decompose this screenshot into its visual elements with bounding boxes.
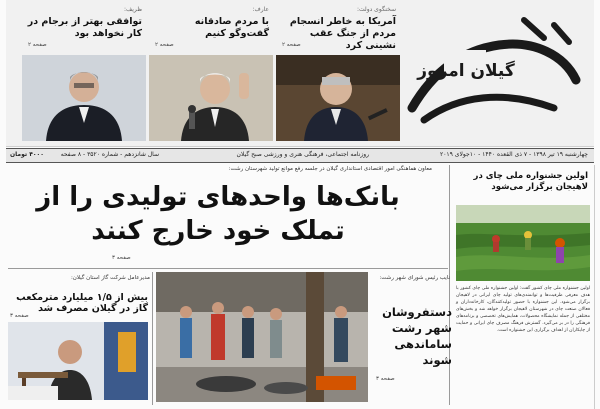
gas-story-kicker: مدیرعامل شرکت گاز استان گیلان: [70, 275, 150, 281]
teaser-zarif[interactable] [22, 6, 146, 141]
tea-farm-photo [456, 205, 590, 281]
tea-festival-story[interactable] [452, 165, 595, 409]
gas-story-headline[interactable]: بیش از ۱/۵ میلیارد مترمکعب گاز در گیلان مصرف شد [16, 292, 148, 314]
teaser-kicker: ظریف: [124, 6, 142, 13]
teaser-page-note: صفحه ۲ [28, 42, 47, 48]
gas-story-page-note: صفحه ۳ [10, 313, 29, 319]
teaser-kicker: سخنگوی دولت: [356, 6, 396, 13]
vendors-story-headline[interactable]: دستفروشان شهر رشت ساماندهی شوند [382, 305, 452, 367]
divider [449, 165, 450, 405]
teaser-headline: آمریکا به خاطر انسجام مردم از جنگ عقب نشینی کرد [289, 16, 396, 51]
issue-date: چهارشنبه ۱۹ تیر ۱۳۹۸ - ۷ ذی القعده ۱۴۴۰ - ۱۰جولای ۲۰۱۹ [439, 151, 588, 158]
street-vendors-photo [156, 272, 368, 402]
gas-ceo-photo [8, 322, 148, 400]
issue-number: سال شانزدهم - شماره ۳۵۲۰ - ۸ صفحه [60, 151, 159, 158]
masthead-logo [404, 10, 586, 138]
main-story-page-note: صفحه ۳ [112, 255, 131, 261]
teaser-photo-spokesman [276, 55, 400, 141]
teaser-page-note: صفحه ۲ [155, 42, 174, 48]
teaser-page-note: صفحه ۲ [282, 42, 301, 48]
header [6, 0, 594, 147]
sidebar-headline: اولین جشنواره ملی چای در لاهیجان برگزار می‌شود [473, 171, 588, 192]
header-teasers [6, 0, 404, 146]
teaser-headline: با مردم صادقانه گفت‌وگو کنیم [194, 16, 269, 39]
divider [8, 268, 448, 269]
teaser-government-spokesman[interactable] [276, 6, 400, 141]
vendors-story-page-note: صفحه ۳ [376, 376, 395, 382]
masthead-title: گیلان امروز [417, 61, 515, 81]
teaser-kicker: عارف: [252, 6, 269, 13]
main-story-kicker: معاون هماهنگی امور اقتصادی استانداری گیلان در جلسه رفع موانع تولید شهرستان رشت: [228, 166, 432, 172]
paper-subtitle: روزنامه اجتماعی، فرهنگی هنری و ورزشی صبح گیلان [236, 151, 369, 158]
teaser-photo-zarif [22, 55, 146, 141]
vendors-story-kicker: نایب رئیس شورای شهر رشت: [379, 275, 450, 281]
teaser-photo-aref [149, 55, 273, 141]
sidebar-body: اولین جشنواره ملی چای کشور گفت: اولین جشنواره ملی چای کشور با هدف معرفی ظرفیت‌ها و توانمندی‌های تولید چای ایرانی در لاهیجان برگزار می‌شود. این جشنواره با حضور تولیدکنندگان، کارخانه‌داران و فعالان صنعت چای در شهرستان لاهیجان برگزار خواهد شد و بخش‌های مختلفی از جمله نمایشگاه محصولات، همایش‌های تخصصی و برنامه‌های فرهنگی را در بر می‌گیرد. گسترش فرهنگ مصرف چای ایرانی و حمایت از چایکاران از اهداف برگزاری این جشنواره است. [456, 286, 590, 333]
issue-info-bar [6, 148, 594, 163]
main-story-headline[interactable]: بانک‌ها واحدهای تولیدی را از تملک خود خارج کنند [36, 182, 400, 246]
masthead-logo-graphic [404, 10, 586, 138]
issue-price: ۴۰۰۰ تومان [10, 151, 44, 158]
divider [152, 272, 153, 405]
teaser-headline: توافقی بهتر از برجام در کار نخواهد بود [27, 16, 142, 39]
teaser-aref[interactable] [149, 6, 273, 141]
